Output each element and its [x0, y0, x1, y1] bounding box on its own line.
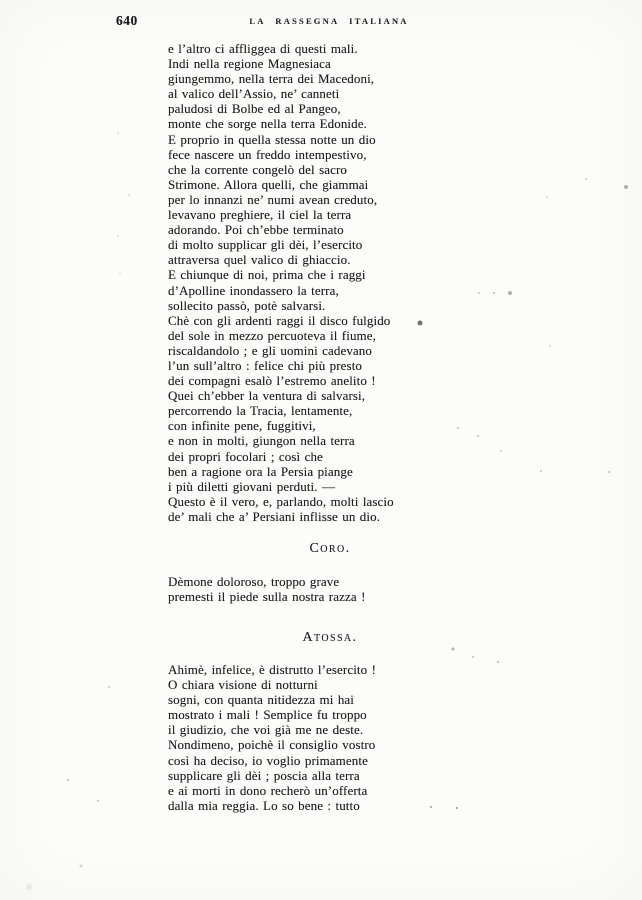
verse-line: ben a ragione ora la Persia piange	[168, 463, 353, 479]
verse-line: per lo innanzi ne’ numi avean creduto,	[168, 191, 378, 207]
verse-line: mostrato i mali ! Semplice fu troppo	[168, 707, 367, 723]
page-number: 640	[116, 13, 138, 28]
verse-line: fece nascere un freddo intempestivo,	[168, 146, 367, 162]
verse-line: supplicare gli dèi ; poscia alla terra	[168, 767, 360, 783]
atossa-speech	[168, 662, 376, 813]
speaker-heading-coro: Coro.	[309, 541, 351, 556]
verse-line: Ahimè, infelice, è distrutto l’esercito !	[168, 662, 377, 677]
verse-line: dei compagni esalò l’estremo anelito !	[168, 373, 376, 389]
verse-line: Strimone. Allora quelli, che giammai	[168, 176, 369, 192]
verse-line: d’Apolline inondassero la terra,	[168, 282, 339, 298]
verse-line: de’ mali che a’ Persiani inflisse un dio.	[168, 508, 381, 524]
verse-line: dalla mia reggia. Lo so bene : tutto	[168, 797, 360, 813]
verse-line: Quei ch’ebber la ventura di salvarsi,	[168, 388, 366, 404]
verse-line: levavano preghiere, il ciel la terra	[168, 207, 352, 223]
running-title: LA RASSEGNA ITALIANA	[249, 16, 409, 26]
verse-line: e ai morti in dono recherò un’offerta	[168, 782, 368, 798]
verse-line: e l’altro ci affliggea di questi mali.	[168, 41, 358, 56]
verse-line: Chè con gli ardenti raggi il disco fulgido	[168, 312, 391, 328]
verse-line: l’un sull’altro : felice chi più presto	[168, 357, 363, 373]
verse-line: paludosi di Bolbe ed al Pangeo,	[168, 101, 341, 117]
verse-line: monte che sorge nella terra Edonide.	[168, 116, 367, 132]
verse-line: sollecito passò, potè salvarsi.	[168, 297, 326, 313]
verse-line: riscaldandolo ; e gli uomini cadevano	[168, 342, 373, 358]
verse-line: il giudizio, che voi già me ne deste.	[168, 722, 364, 738]
verse-line: al valico dell’Assio, ne’ canneti	[168, 86, 340, 102]
verse-line: O chiara visione di notturni	[168, 677, 318, 693]
verse-line: di molto supplicar gli dèi, l’esercito	[168, 237, 363, 253]
verse-line: attraversa quel valico di ghiaccio.	[168, 252, 351, 268]
verse-line: percorrendo la Tracia, lentamente,	[168, 403, 353, 419]
verse-line: sogni, con quanta nitidezza mi hai	[168, 692, 355, 708]
verse-line: Nondimeno, poichè il consiglio vostro	[168, 737, 376, 753]
verse-line: che la corrente congelò del sacro	[168, 161, 348, 177]
verse-line: Indi nella regione Magnesiaca	[168, 56, 331, 72]
scan-specks	[0, 0, 2, 2]
verse-line: dei propri focolari ; così che	[168, 448, 323, 464]
verse-line: giungemmo, nella terra dei Macedoni,	[168, 71, 375, 87]
verse-line: adorando. Poi ch’ebbe terminato	[168, 222, 344, 238]
verse-line: E proprio in quella stessa notte un dio	[168, 131, 376, 147]
verse-line: così ha deciso, io voglio primamente	[168, 752, 368, 768]
verse-line: Dèmone doloroso, troppo grave	[168, 574, 340, 589]
verse-line: E chiunque di noi, prima che i raggi	[168, 267, 366, 283]
verse-line: e non in molti, giungon nella terra	[168, 433, 355, 449]
verse-line: del sole in mezzo percuoteva il fiume,	[168, 327, 376, 343]
verse-line: premesti il piede sulla nostra razza !	[168, 589, 366, 605]
verse-line: Questo è il vero, e, parlando, molti lascio	[168, 493, 394, 509]
coro-speech	[168, 574, 366, 604]
verse-line: con infinite pene, fuggitivi,	[168, 418, 316, 434]
messenger-speech	[168, 41, 394, 524]
verse-line: i più diletti giovani perduti. —	[168, 478, 336, 494]
speaker-heading-atossa: Atossa.	[302, 630, 358, 645]
